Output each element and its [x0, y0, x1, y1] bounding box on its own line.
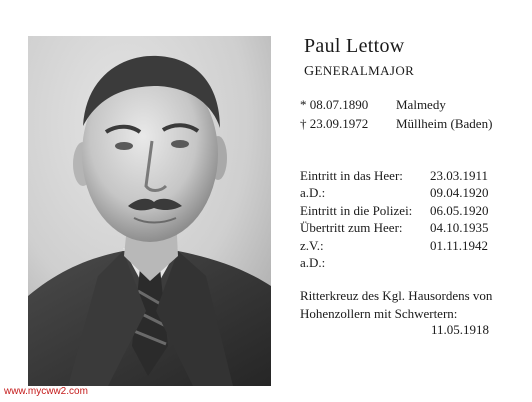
- rank-title: GENERALMAJOR: [304, 63, 415, 79]
- watermark-link[interactable]: www.mycww2.com: [4, 386, 88, 397]
- career-row: [300, 184, 489, 201]
- portrait-illustration: [28, 36, 271, 386]
- career-date: 09.04.1920: [430, 185, 489, 201]
- portrait-photo: [28, 36, 271, 386]
- career-label: a.D.:: [300, 254, 326, 270]
- award-line-1: Ritterkreuz des Kgl. Hausordens von: [300, 288, 493, 303]
- career-list: [300, 167, 489, 271]
- career-label: a.D.:: [300, 185, 326, 201]
- birth-date: * 08.07.1890: [300, 97, 369, 112]
- career-label: z.V.:: [300, 237, 324, 253]
- award-line-2: Hohenzollern mit Schwertern:: [300, 306, 458, 321]
- birth-place: Malmedy: [396, 97, 446, 112]
- death-line: [300, 116, 492, 132]
- death-date: † 23.09.1972: [300, 116, 369, 131]
- career-row: [300, 254, 489, 271]
- career-date: 01.11.1942: [430, 237, 489, 253]
- award-text: [300, 287, 492, 323]
- career-label: Eintritt in das Heer:: [300, 168, 403, 183]
- career-label: Übertritt zum Heer:: [300, 220, 403, 236]
- career-label: Eintritt in die Polizei:: [300, 202, 413, 218]
- career-date: 23.03.1911: [430, 168, 489, 183]
- career-row: [300, 202, 489, 219]
- death-place: Müllheim (Baden): [396, 116, 493, 131]
- birth-line: [300, 97, 446, 113]
- career-row: [300, 167, 489, 184]
- person-name: Paul Lettow: [304, 35, 405, 57]
- career-row: [300, 219, 489, 236]
- career-date: 04.10.1935: [430, 220, 489, 236]
- career-date: 06.05.1920: [430, 202, 489, 218]
- career-row: [300, 237, 489, 254]
- award-date: 11.05.1918: [431, 322, 490, 337]
